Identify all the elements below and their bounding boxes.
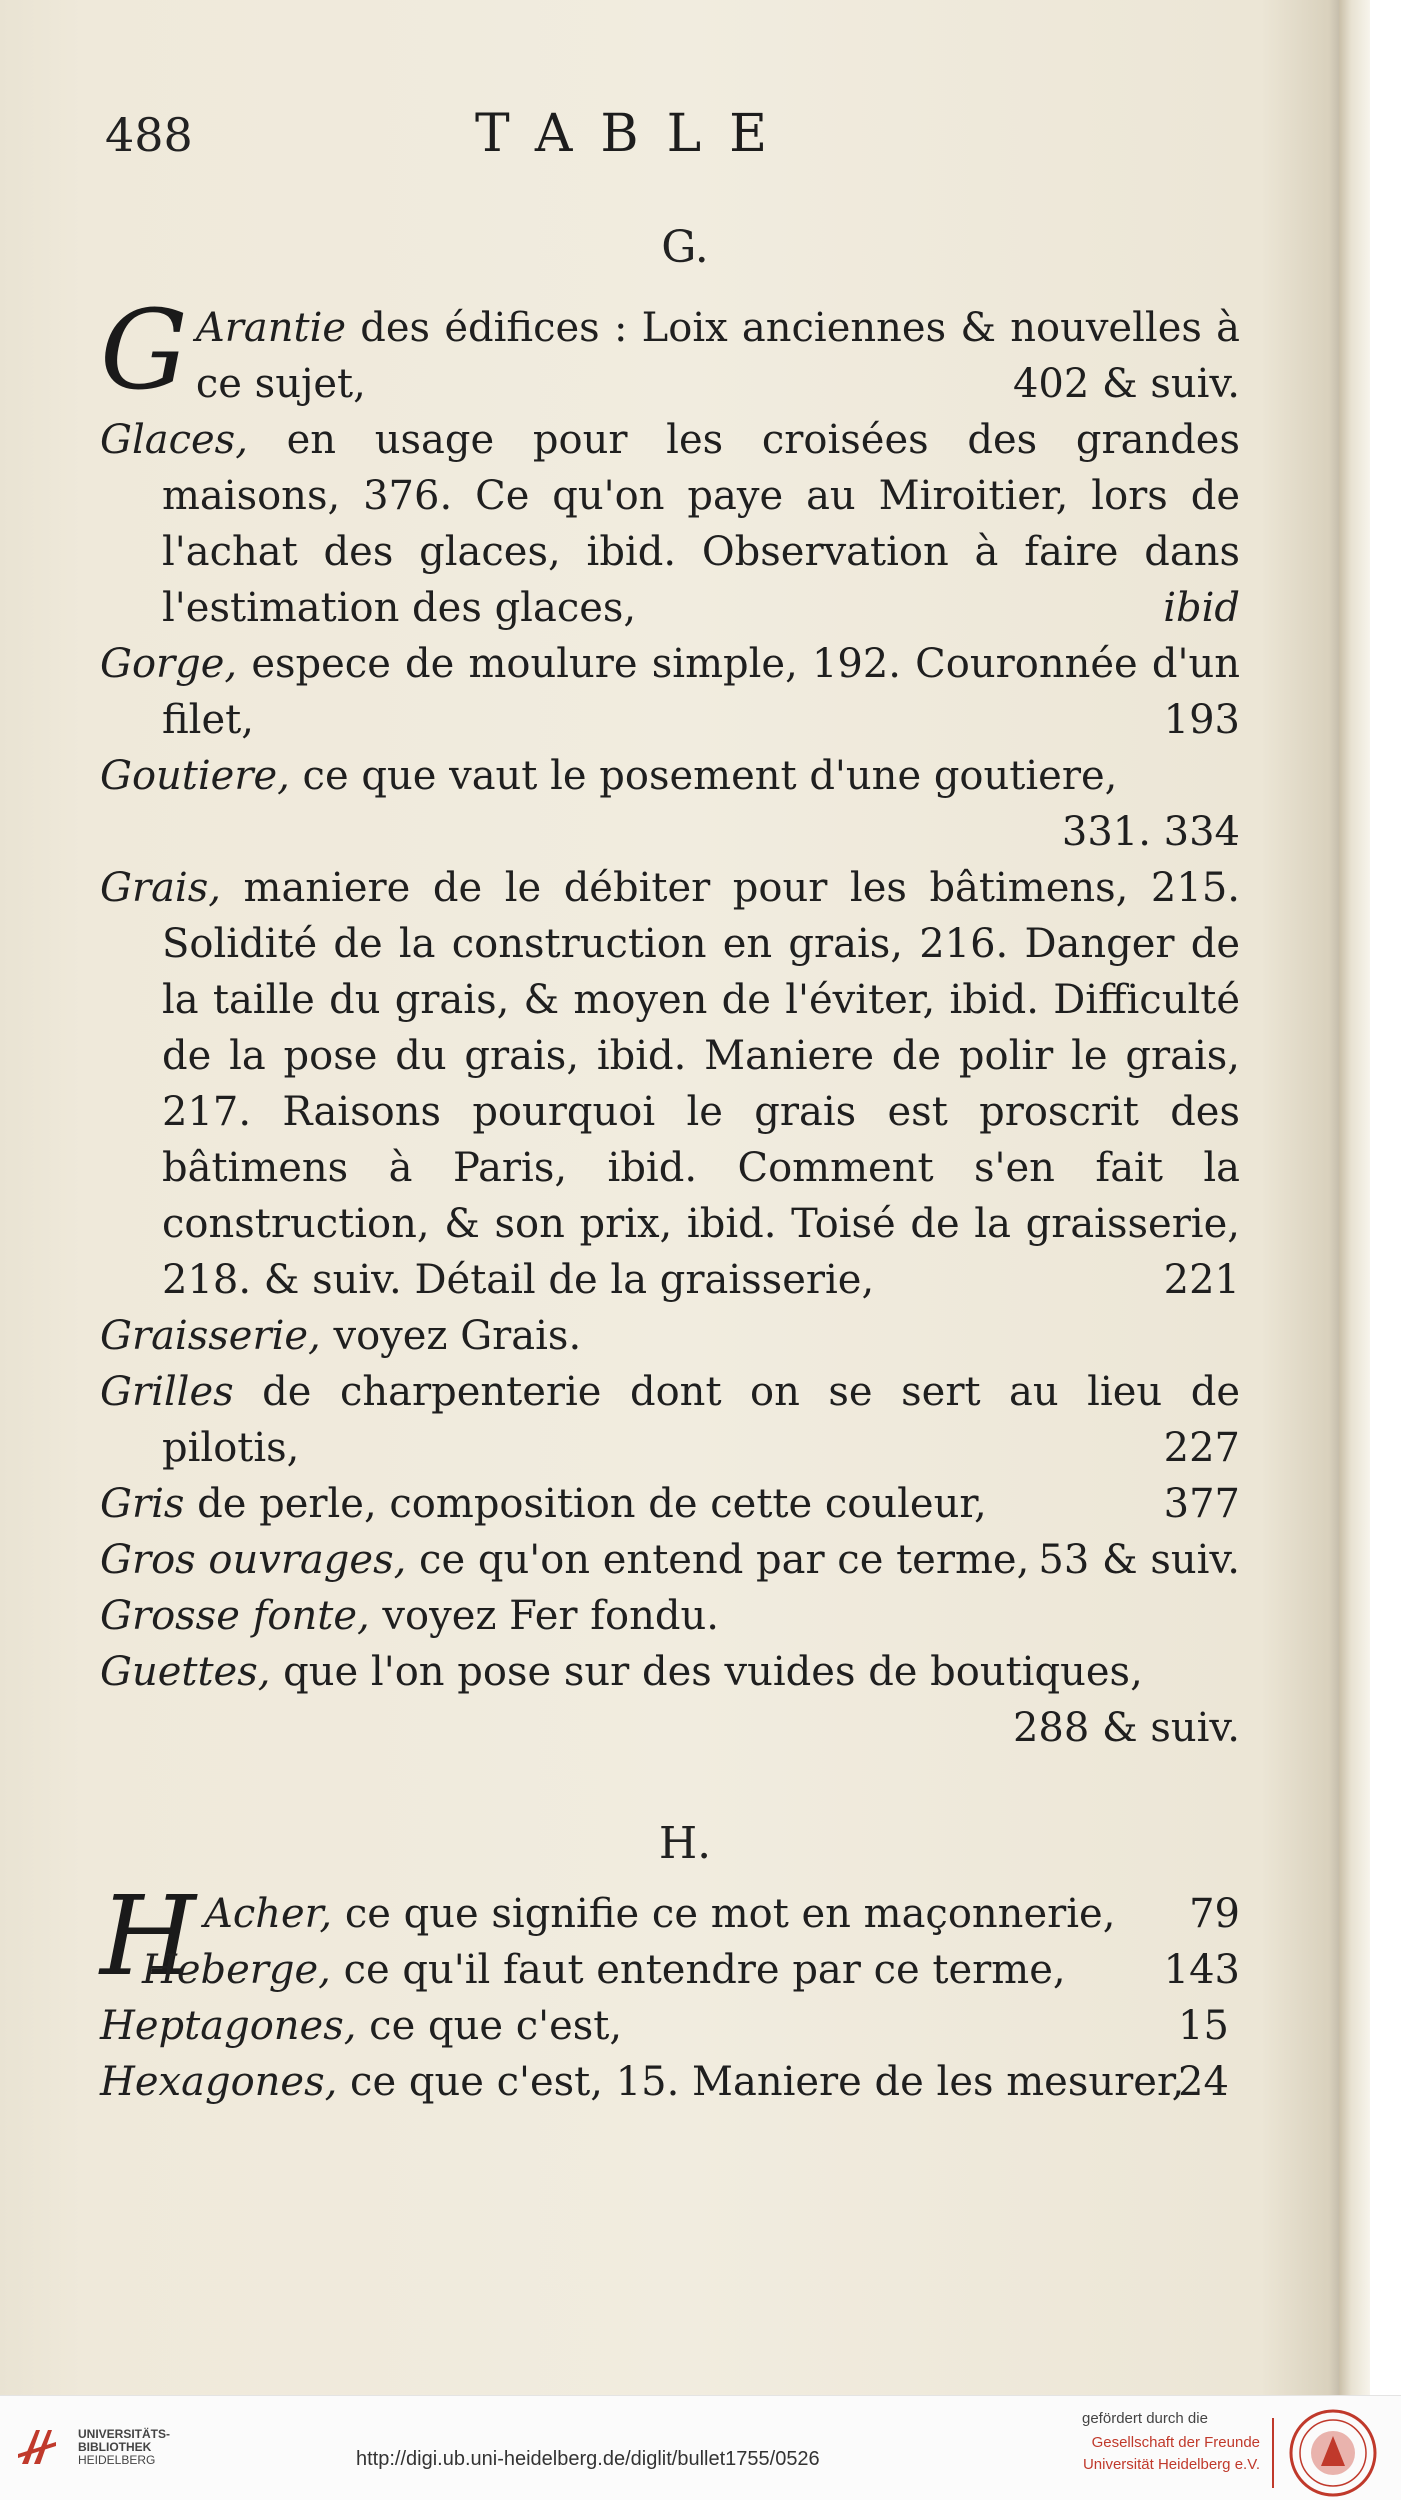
drop-cap: H	[100, 1872, 196, 2000]
entry-text: ce que vaut le posement d'une goutiere,	[289, 753, 1118, 799]
society-name: Gesellschaft der Freunde Universität Heidelberg e.V.	[1082, 2434, 1260, 2473]
entry-ref: 402 & suiv.	[1012, 361, 1240, 407]
index-entry	[100, 1588, 1240, 1644]
entry-text: de charpenterie dont on se sert au lieu de pilotis,	[162, 1369, 1240, 1471]
index-entry	[100, 286, 1240, 414]
entry-ref: ibid	[1163, 585, 1240, 631]
entry-text: ce que signifie ce mot en maçonnerie,	[332, 1891, 1116, 1937]
page-header	[105, 104, 1255, 178]
section-heading-h: H.	[658, 1818, 712, 1869]
running-title: TABLE	[475, 104, 796, 164]
entry-keyword: Hexagones,	[100, 2059, 338, 2105]
entry-ref: 227	[1163, 1425, 1240, 1471]
entry-keyword: Acher,	[203, 1891, 333, 1937]
entry-text: en usage pour les croisées des grandes maisons, 376. Ce qu'on paye au Miroitier, lors de l'achat des glaces, ibid. Observation à faire dans l'estimation des glaces,	[162, 417, 1240, 631]
entry-keyword: Goutiere,	[100, 753, 290, 799]
section-heading-g: G.	[661, 222, 709, 273]
index-entry: Heptagones, ce que c'est, 15	[100, 2003, 1229, 2049]
entry-ref: 143	[1163, 1947, 1240, 1993]
entry-keyword: Guettes,	[100, 1649, 271, 1695]
entry-keyword: Glaces,	[100, 417, 248, 463]
index-entry	[100, 1476, 1240, 1532]
entry-ref: 53 & suiv.	[1038, 1537, 1240, 1583]
entry-text: de perle, composition de cette couleur,	[184, 1481, 987, 1527]
entry-ref: 221	[1163, 1257, 1240, 1303]
entry-text: ce qu'il faut entendre par ce terme,	[330, 1947, 1066, 1993]
entry-keyword: Arantie	[195, 305, 347, 351]
entry-keyword: Gris	[100, 1481, 185, 1527]
library-name: UNIVERSITÄTS- BIBLIOTHEK HEIDELBERG	[78, 2427, 171, 2467]
index-entry	[100, 748, 1240, 855]
entry-text: que l'on pose sur des vuides de boutiques,	[270, 1649, 1143, 1695]
page-number: 488	[105, 108, 193, 162]
entry-keyword: Graisserie,	[100, 1313, 321, 1359]
entry-keyword: Grilles	[100, 1369, 234, 1415]
index-entry	[100, 1942, 1240, 1998]
entry-keyword: Gorge,	[100, 641, 238, 687]
index-text-h	[100, 1872, 1240, 2110]
index-entry	[100, 860, 1240, 1308]
entry-ref: 377	[1163, 1481, 1240, 1527]
entry-text: voyez Fer fondu.	[369, 1593, 719, 1639]
entry-text: ce que c'est, 15. Maniere de les mesurer,	[337, 2059, 1185, 2105]
entry-text: espece de moulure simple, 192. Couronnée d'un filet,	[162, 641, 1240, 743]
entry-keyword: Gros ouvrages,	[100, 1537, 407, 1583]
entry-text: maniere de le débiter pour les bâtimens, 215. Solidité de la construction en grais, 216. Danger de la taille du grais, & moyen de l'éviter, ibid. Difficulté de la pose du grais, ibid. Maniere de polir le grais, 217. Raisons pourquoi le grais est proscrit des bâtimens à Paris, ibid. Comment s'en fait la construction, & son prix, ibid. Toisé de la graisserie, 218. & suiv. Détail de la graisserie,	[162, 865, 1240, 1303]
index-entry: Hexagones, ce que c'est, 15. Maniere de les mesurer, 24	[100, 2059, 1229, 2105]
entry-ref: 79	[1189, 1891, 1240, 1937]
entry-keyword: Grais,	[100, 865, 221, 911]
index-entry	[100, 1644, 1240, 1751]
funded-by-label: gefördert durch die	[1082, 2410, 1208, 2427]
drop-cap: G	[100, 286, 188, 414]
entry-ref: 193	[1163, 697, 1240, 743]
index-entry	[100, 636, 1240, 748]
entry-text: voyez Grais.	[320, 1313, 582, 1359]
footer-divider	[1272, 2418, 1274, 2488]
index-text-g	[100, 286, 1240, 1756]
index-entry	[100, 412, 1240, 636]
entry-keyword: Heberge,	[141, 1947, 331, 1993]
entry-ref: 288 & suiv.	[1012, 1705, 1240, 1751]
viewer-footer	[0, 2395, 1401, 2500]
index-entry	[100, 1308, 1240, 1364]
entry-keyword: Heptagones,	[100, 2003, 357, 2049]
index-entry	[100, 1364, 1240, 1476]
entry-text: ce que c'est,	[356, 2003, 623, 2049]
entry-ref: 331. 334	[1061, 809, 1240, 855]
page-url-link[interactable]: http://digi.ub.uni-heidelberg.de/diglit/bullet1755/0526	[356, 2448, 820, 2470]
entry-text: des édifices : Loix anciennes & nouvelles à ce sujet,	[195, 305, 1240, 407]
index-entry	[100, 1532, 1240, 1588]
university-seal-icon	[1288, 2408, 1378, 2498]
entry-keyword: Grosse fonte,	[100, 1593, 370, 1639]
library-logo-icon	[16, 2424, 60, 2470]
page-edge	[1339, 0, 1370, 2395]
entry-text: ce qu'on entend par ce terme,	[406, 1537, 1030, 1583]
